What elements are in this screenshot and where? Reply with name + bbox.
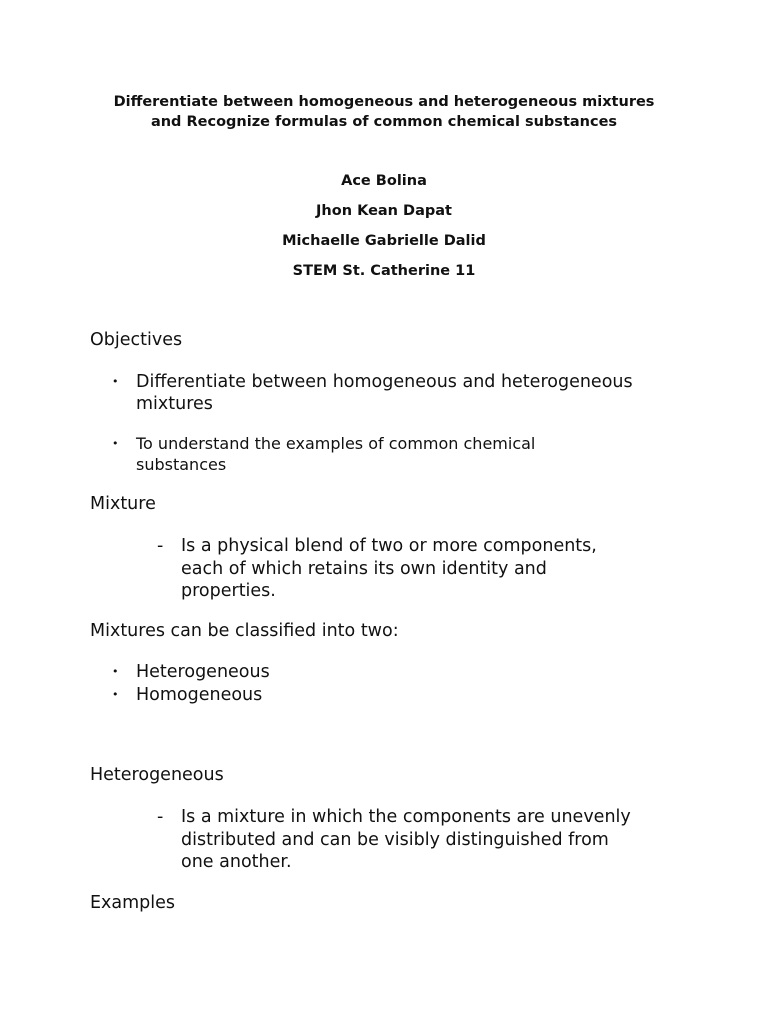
bullet-icon: •	[112, 437, 119, 450]
classification-heading: Mixtures can be classified into two:	[90, 621, 399, 641]
document-title	[0, 92, 768, 132]
title-line-1: Differentiate between homogeneous and heterogeneous mixtures	[113, 94, 655, 110]
author-name: Michaelle Gabrielle Dalid	[282, 233, 486, 249]
bullet-icon: •	[112, 665, 119, 678]
heterogeneous-heading: Heterogeneous	[90, 765, 224, 785]
examples-heading: Examples	[90, 893, 176, 913]
author-name: Jhon Kean Dapat	[316, 203, 452, 219]
dash-marker: -	[157, 807, 164, 827]
classification-item: Homogeneous	[136, 685, 263, 705]
bullet-icon: •	[112, 375, 119, 388]
objective-item: Differentiate between homogeneous and heterogeneous mixtures	[136, 372, 633, 414]
class-section: STEM St. Catherine 11	[292, 263, 476, 279]
objective-item: To understand the examples of common chemical substances	[136, 434, 536, 474]
dash-marker: -	[157, 536, 164, 556]
classification-item: Heterogeneous	[136, 662, 270, 682]
author-name: Ace Bolina	[341, 173, 427, 189]
mixture-definition: Is a physical blend of two or more components, each of which retains its own identity and properties.	[181, 536, 597, 601]
bullet-icon: •	[112, 688, 119, 701]
title-line-2: and Recognize formulas of common chemical substances	[150, 114, 618, 130]
mixture-heading: Mixture	[90, 494, 156, 514]
heterogeneous-definition: Is a mixture in which the components are unevenly distributed and can be visibly distinguished from one another.	[181, 807, 631, 872]
objectives-heading: Objectives	[90, 330, 183, 350]
